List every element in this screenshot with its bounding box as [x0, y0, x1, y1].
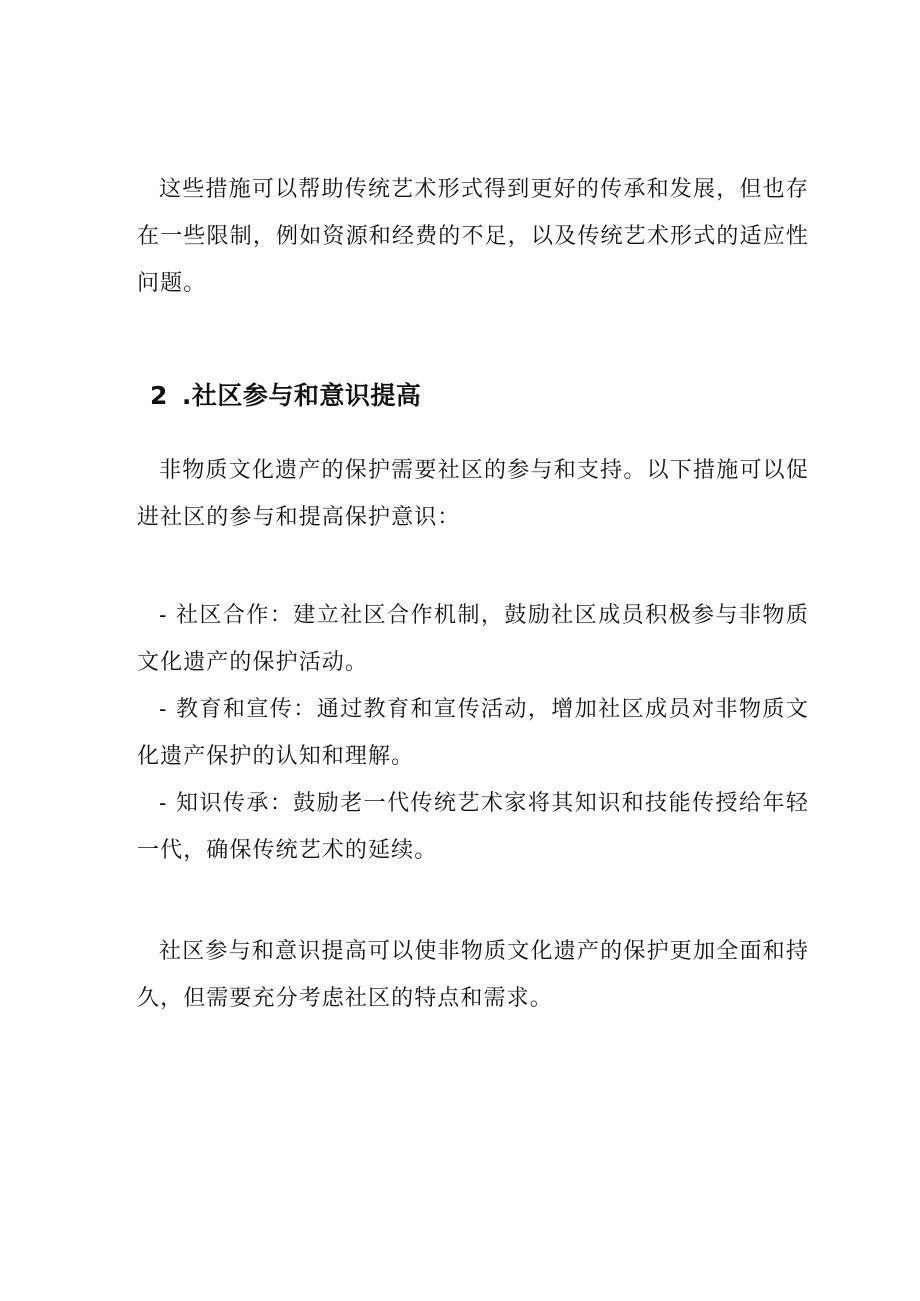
- section-intro-paragraph: 非物质文化遗产的保护需要社区的参与和支持。以下措施可以促进社区的参与和提高保护意识：: [137, 458, 809, 530]
- section-title: .社区参与和意识提高: [181, 381, 422, 410]
- measures-list: [137, 592, 809, 874]
- intro-paragraph: 这些措施可以帮助传统艺术形式得到更好的传承和发展，但也存在一些限制，例如资源和经费的不足，以及传统艺术形式的适应性问题。: [137, 177, 809, 296]
- list-item-community-cooperation: - 社区合作：建立社区合作机制，鼓励社区成员积极参与非物质文化遗产的保护活动。: [137, 603, 809, 675]
- closing-paragraph: 社区参与和意识提高可以使非物质文化遗产的保护更加全面和持久，但需要充分考虑社区的特点和需求。: [137, 939, 809, 1011]
- section-heading: [150, 372, 421, 420]
- list-item-knowledge-inheritance: - 知识传承：鼓励老一代传统艺术家将其知识和技能传授给年轻一代，确保传统艺术的延续。: [137, 791, 809, 863]
- list-item-education-publicity: - 教育和宣传：通过教育和宣传活动，增加社区成员对非物质文化遗产保护的认知和理解。: [137, 697, 809, 769]
- section-number: 2: [150, 381, 168, 410]
